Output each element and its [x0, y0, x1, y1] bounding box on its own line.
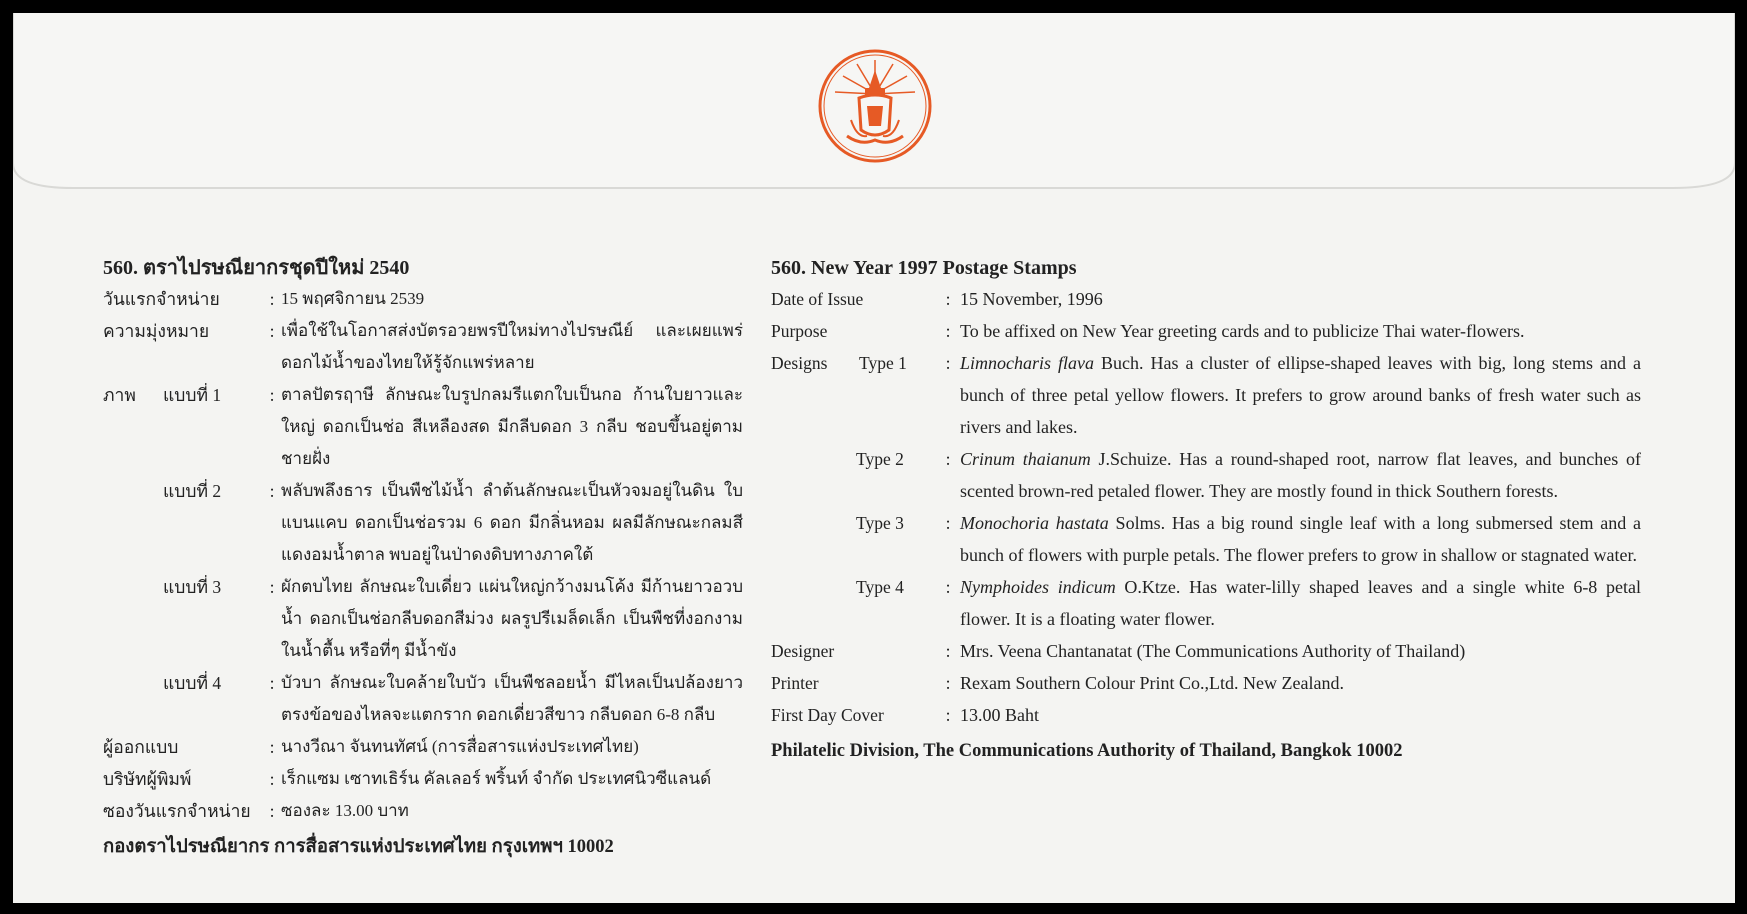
colon: : — [945, 321, 951, 341]
thai-label: ซองวันแรกจำหน่าย — [103, 801, 251, 821]
colon: : — [945, 289, 951, 309]
thai-description — [103, 253, 743, 863]
colon: : — [269, 577, 275, 597]
printer-label: Printer — [771, 673, 819, 693]
designs-label: Designs — [771, 353, 828, 373]
thai-row — [103, 667, 743, 731]
thai-label — [103, 667, 263, 731]
design-type-row — [771, 571, 1641, 635]
thai-row — [103, 731, 743, 763]
colon: : — [269, 481, 275, 501]
thai-row — [103, 283, 743, 315]
thai-value: บัวบา ลักษณะใบคล้ายใบบัว เป็นพืชลอยน้ำ มีไหลเป็นปล้องยาว ตรงข้อของไหลจะแตกราก ดอกเดี่ยวสีขาว กลีบดอก 6-8 กลีบ — [281, 673, 743, 724]
type-description — [960, 507, 1641, 571]
type-label: Type 1 — [859, 353, 907, 373]
thai-row — [103, 475, 743, 571]
thai-row — [103, 763, 743, 795]
thai-value: นางวีณา จันทนทัศน์ (การสื่อสารแห่งประเทศไทย) — [281, 737, 639, 756]
design-type-row — [771, 347, 1641, 443]
thai-value: 15 พฤศจิกายน 2539 — [281, 289, 425, 308]
thai-post-emblem-icon — [817, 48, 933, 164]
thai-value: ตาลปัตรฤาษี ลักษณะใบรูปกลมรีแตกใบเป็นกอ ก้านใบยาวและใหญ่ ดอกเป็นช่อ สีเหลืองสด มีกลีบดอก 3 กลีบ ชอบขึ้นอยู่ตามชายฝั่ง — [281, 385, 743, 468]
species-name: Crinum thaianum — [960, 449, 1091, 469]
species-description: Solms. Has a big round single leaf with a long submersed stem and a bunch of flowers with purple petals. The flower prefers to grow in shallow or stagnated water. — [960, 513, 1642, 565]
type-label: Type 2 — [856, 449, 904, 469]
english-footer: Philatelic Division, The Communications Authority of Thailand, Bangkok 10002 — [771, 741, 1403, 761]
thai-label: บริษัทผู้พิมพ์ — [103, 769, 192, 789]
colon: : — [945, 353, 951, 373]
thai-label — [103, 379, 263, 475]
thai-value: ผักตบไทย ลักษณะใบเดี่ยว แผ่นใหญ่กว้างมนโค้ง มีก้านยาวอวบน้ำ ดอกเป็นช่อกลีบดอกสีม่วง ผลรูปรีเมล็ดเล็ก เป็นพืชที่งอกงามในน้ำตื้น หรือที่ๆ มีน้ำขัง — [281, 577, 743, 660]
type-description — [960, 347, 1641, 443]
colon: : — [945, 673, 951, 693]
species-description: J.Schuize. Has a round-shaped root, narrow flat leaves, and bunches of scented brown-red petaled flower. They are mostly found in thick Southern forests. — [960, 449, 1641, 501]
date-of-issue-value: 15 November, 1996 — [960, 289, 1103, 309]
thai-type-label: แบบที่ 4 — [163, 673, 222, 693]
thai-value: พลับพลึงธาร เป็นพืชไม้น้ำ ลำต้นลักษณะเป็นหัวจมอยู่ในดิน ใบแบนแคบ ดอกเป็นช่อรวม 6 ดอก มีกลิ่นหอม ผลมีลักษณะกลมสีแดงอมน้ำตาล พบอยู่ในป่าดงดิบทางภาคใต้ — [281, 481, 743, 564]
species-name: Limnocharis flava — [960, 353, 1095, 373]
first-day-cover-row — [771, 699, 1641, 731]
colon: : — [269, 673, 275, 693]
thai-value: เร็กแซม เซาทเธิร์น คัลเลอร์ พริ้นท์ จำกัด ประเทศนิวซีแลนด์ — [281, 769, 712, 788]
purpose-row — [771, 315, 1641, 347]
colon: : — [269, 801, 275, 821]
design-label — [771, 347, 936, 443]
printer-value: Rexam Southern Colour Print Co.,Ltd. New Zealand. — [960, 673, 1344, 693]
species-name: Monochoria hastata — [960, 513, 1109, 533]
thai-value: ซองละ 13.00 บาท — [281, 801, 409, 820]
english-title: 560. New Year 1997 Postage Stamps — [771, 257, 1077, 279]
colon: : — [269, 769, 275, 789]
thai-value: เพื่อใช้ในโอกาสส่งบัตรอวยพรปีใหม่ทางไปรษณีย์ และเผยแพร่ดอกไม้น้ำของไทยให้รู้จักแพร่หลาย — [281, 321, 743, 372]
first-day-cover-value: 13.00 Baht — [960, 705, 1039, 725]
date-of-issue-row — [771, 283, 1641, 315]
type-description — [960, 443, 1641, 507]
purpose-label: Purpose — [771, 321, 828, 341]
colon: : — [269, 321, 275, 341]
designer-value: Mrs. Veena Chantanatat (The Communications Authority of Thailand) — [960, 641, 1466, 661]
thai-type-label: แบบที่ 1 — [163, 385, 222, 405]
colon: : — [945, 513, 951, 533]
thai-label — [103, 571, 263, 667]
colon: : — [269, 737, 275, 757]
colon: : — [945, 641, 951, 661]
thai-type-label: แบบที่ 2 — [163, 481, 222, 501]
thai-label: ผู้ออกแบบ — [103, 737, 179, 757]
designer-label: Designer — [771, 641, 835, 661]
species-name: Nymphoides indicum — [960, 577, 1116, 597]
thai-row — [103, 379, 743, 475]
design-type-row — [771, 443, 1641, 507]
thai-row — [103, 315, 743, 379]
date-of-issue-label: Date of Issue — [771, 289, 864, 309]
english-description — [771, 253, 1641, 767]
thai-row — [103, 795, 743, 827]
colon: : — [269, 289, 275, 309]
designer-row — [771, 635, 1641, 667]
species-description: O.Ktze. Has water-lilly shaped leaves and a single white 6-8 petal flower. It is a floating water flower. — [960, 577, 1642, 629]
species-description: Buch. Has a cluster of ellipse-shaped leaves with big, long stems and a bunch of three petal yellow flowers. It prefers to grow around banks of fresh water such as rivers and lakes. — [960, 353, 1641, 437]
printer-row — [771, 667, 1641, 699]
thai-label: วันแรกจำหน่าย — [103, 289, 220, 309]
envelope-back — [13, 13, 1735, 903]
thai-label — [103, 475, 263, 571]
type-label: Type 4 — [856, 577, 904, 597]
purpose-value: To be affixed on New Year greeting cards and to publicize Thai water-flowers. — [960, 321, 1525, 341]
type-label: Type 3 — [856, 513, 904, 533]
colon: : — [945, 577, 951, 597]
colon: : — [945, 449, 951, 469]
first-day-cover-label: First Day Cover — [771, 705, 884, 725]
design-type-row — [771, 507, 1641, 571]
thai-footer: กองตราไปรษณียากร การสื่อสารแห่งประเทศไทย กรุงเทพฯ 10002 — [103, 837, 614, 857]
thai-picture-label: ภาพ — [103, 385, 136, 405]
type-description — [960, 571, 1641, 635]
colon: : — [945, 705, 951, 725]
thai-title: 560. ตราไปรษณียากรชุดปีใหม่ 2540 — [103, 257, 410, 279]
thai-label: ความมุ่งหมาย — [103, 321, 210, 341]
colon: : — [269, 385, 275, 405]
thai-row — [103, 571, 743, 667]
thai-type-label: แบบที่ 3 — [163, 577, 222, 597]
